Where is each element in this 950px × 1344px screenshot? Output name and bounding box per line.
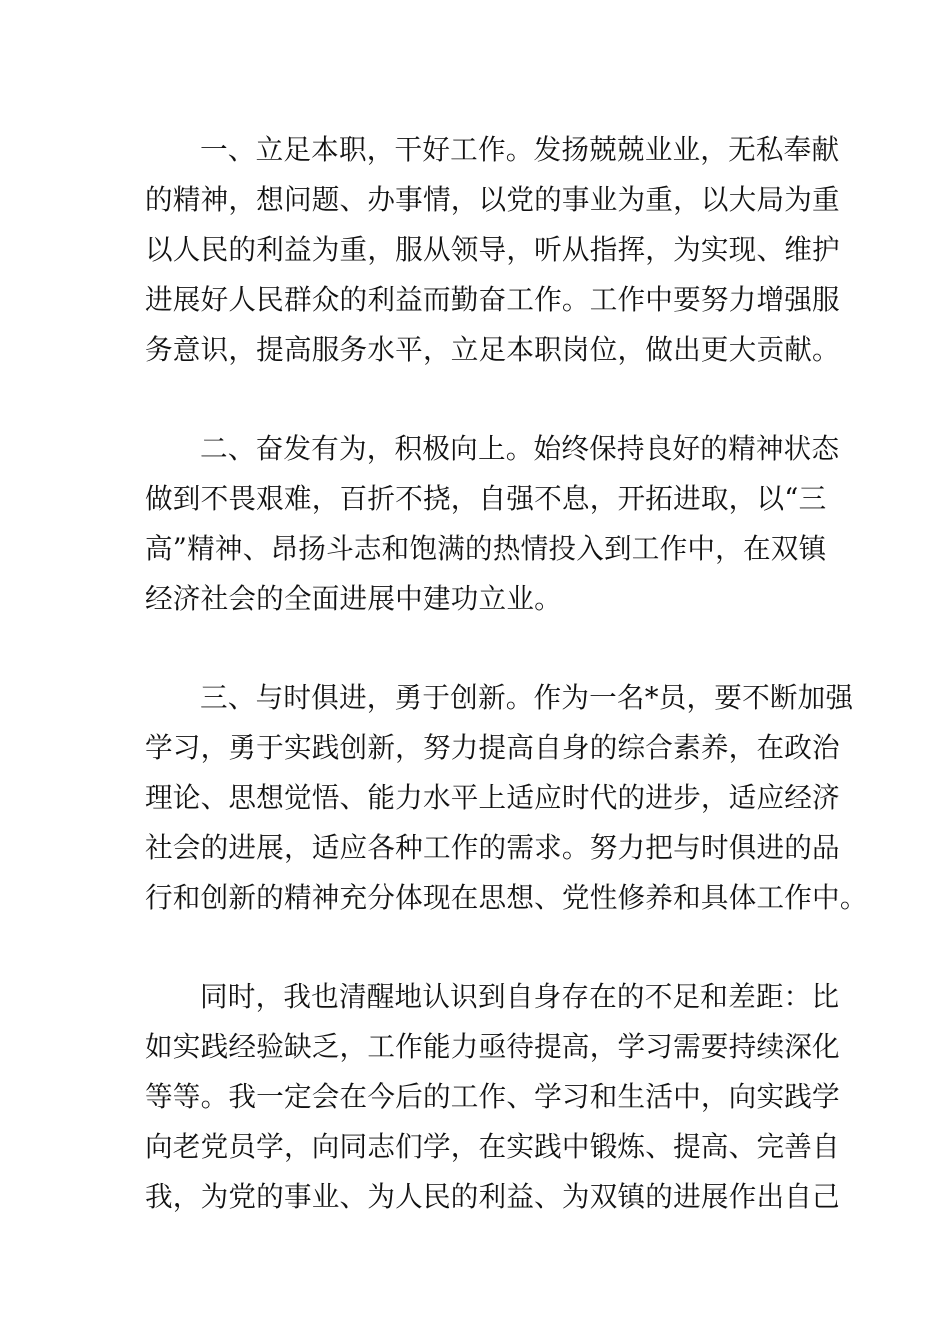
paragraph-line: 以人民的利益为重，服从领导，听从指挥，为实现、维护 [145,233,840,266]
paragraph-line: 一、立足本职，干好工作。发扬兢兢业业，无私奉献 [200,133,840,166]
paragraph-line: 理论、思想觉悟、能力水平上适应时代的进步，适应经济 [145,781,840,814]
paragraph-line: 进展好人民群众的利益而勤奋工作。工作中要努力增强服 [145,283,840,316]
paragraph-line: 二、奋发有为，积极向上。始终保持良好的精神状态 [200,432,840,465]
paragraph-line: 同时，我也清醒地认识到自身存在的不足和差距：比 [200,980,840,1013]
paragraph-line: 我，为党的事业、为人民的利益、为双镇的进展作出自己 [145,1180,840,1213]
paragraph-line: 行和创新的精神充分体现在思想、党性修养和具体工作中。 [145,881,868,914]
paragraph-line: 三、与时俱进，勇于创新。作为一名*员，要不断加强 [200,681,854,714]
paragraph-line: 向老党员学，向同志们学，在实践中锻炼、提高、完善自 [145,1130,840,1163]
paragraph-line: 经济社会的全面进展中建功立业。 [145,582,562,615]
paragraph-line: 的精神，想问题、办事情，以党的事业为重，以大局为重 [145,183,840,216]
paragraph-line: 做到不畏艰难，百折不挠，自强不息，开拓进取，以“三 [145,482,827,515]
paragraph-line: 学习，勇于实践创新，努力提高自身的综合素养，在政治 [145,731,840,764]
paragraph-line: 等等。我一定会在今后的工作、学习和生活中，向实践学 [145,1080,840,1113]
paragraph-line: 社会的进展，适应各种工作的需求。努力把与时俱进的品 [145,831,840,864]
paragraph-line: 如实践经验缺乏，工作能力亟待提高，学习需要持续深化 [145,1030,840,1063]
paragraph-line: 高”精神、昂扬斗志和饱满的热情投入到工作中，在双镇 [145,532,827,565]
paragraph-line: 务意识，提高服务水平，立足本职岗位，做出更大贡献。 [145,333,840,366]
